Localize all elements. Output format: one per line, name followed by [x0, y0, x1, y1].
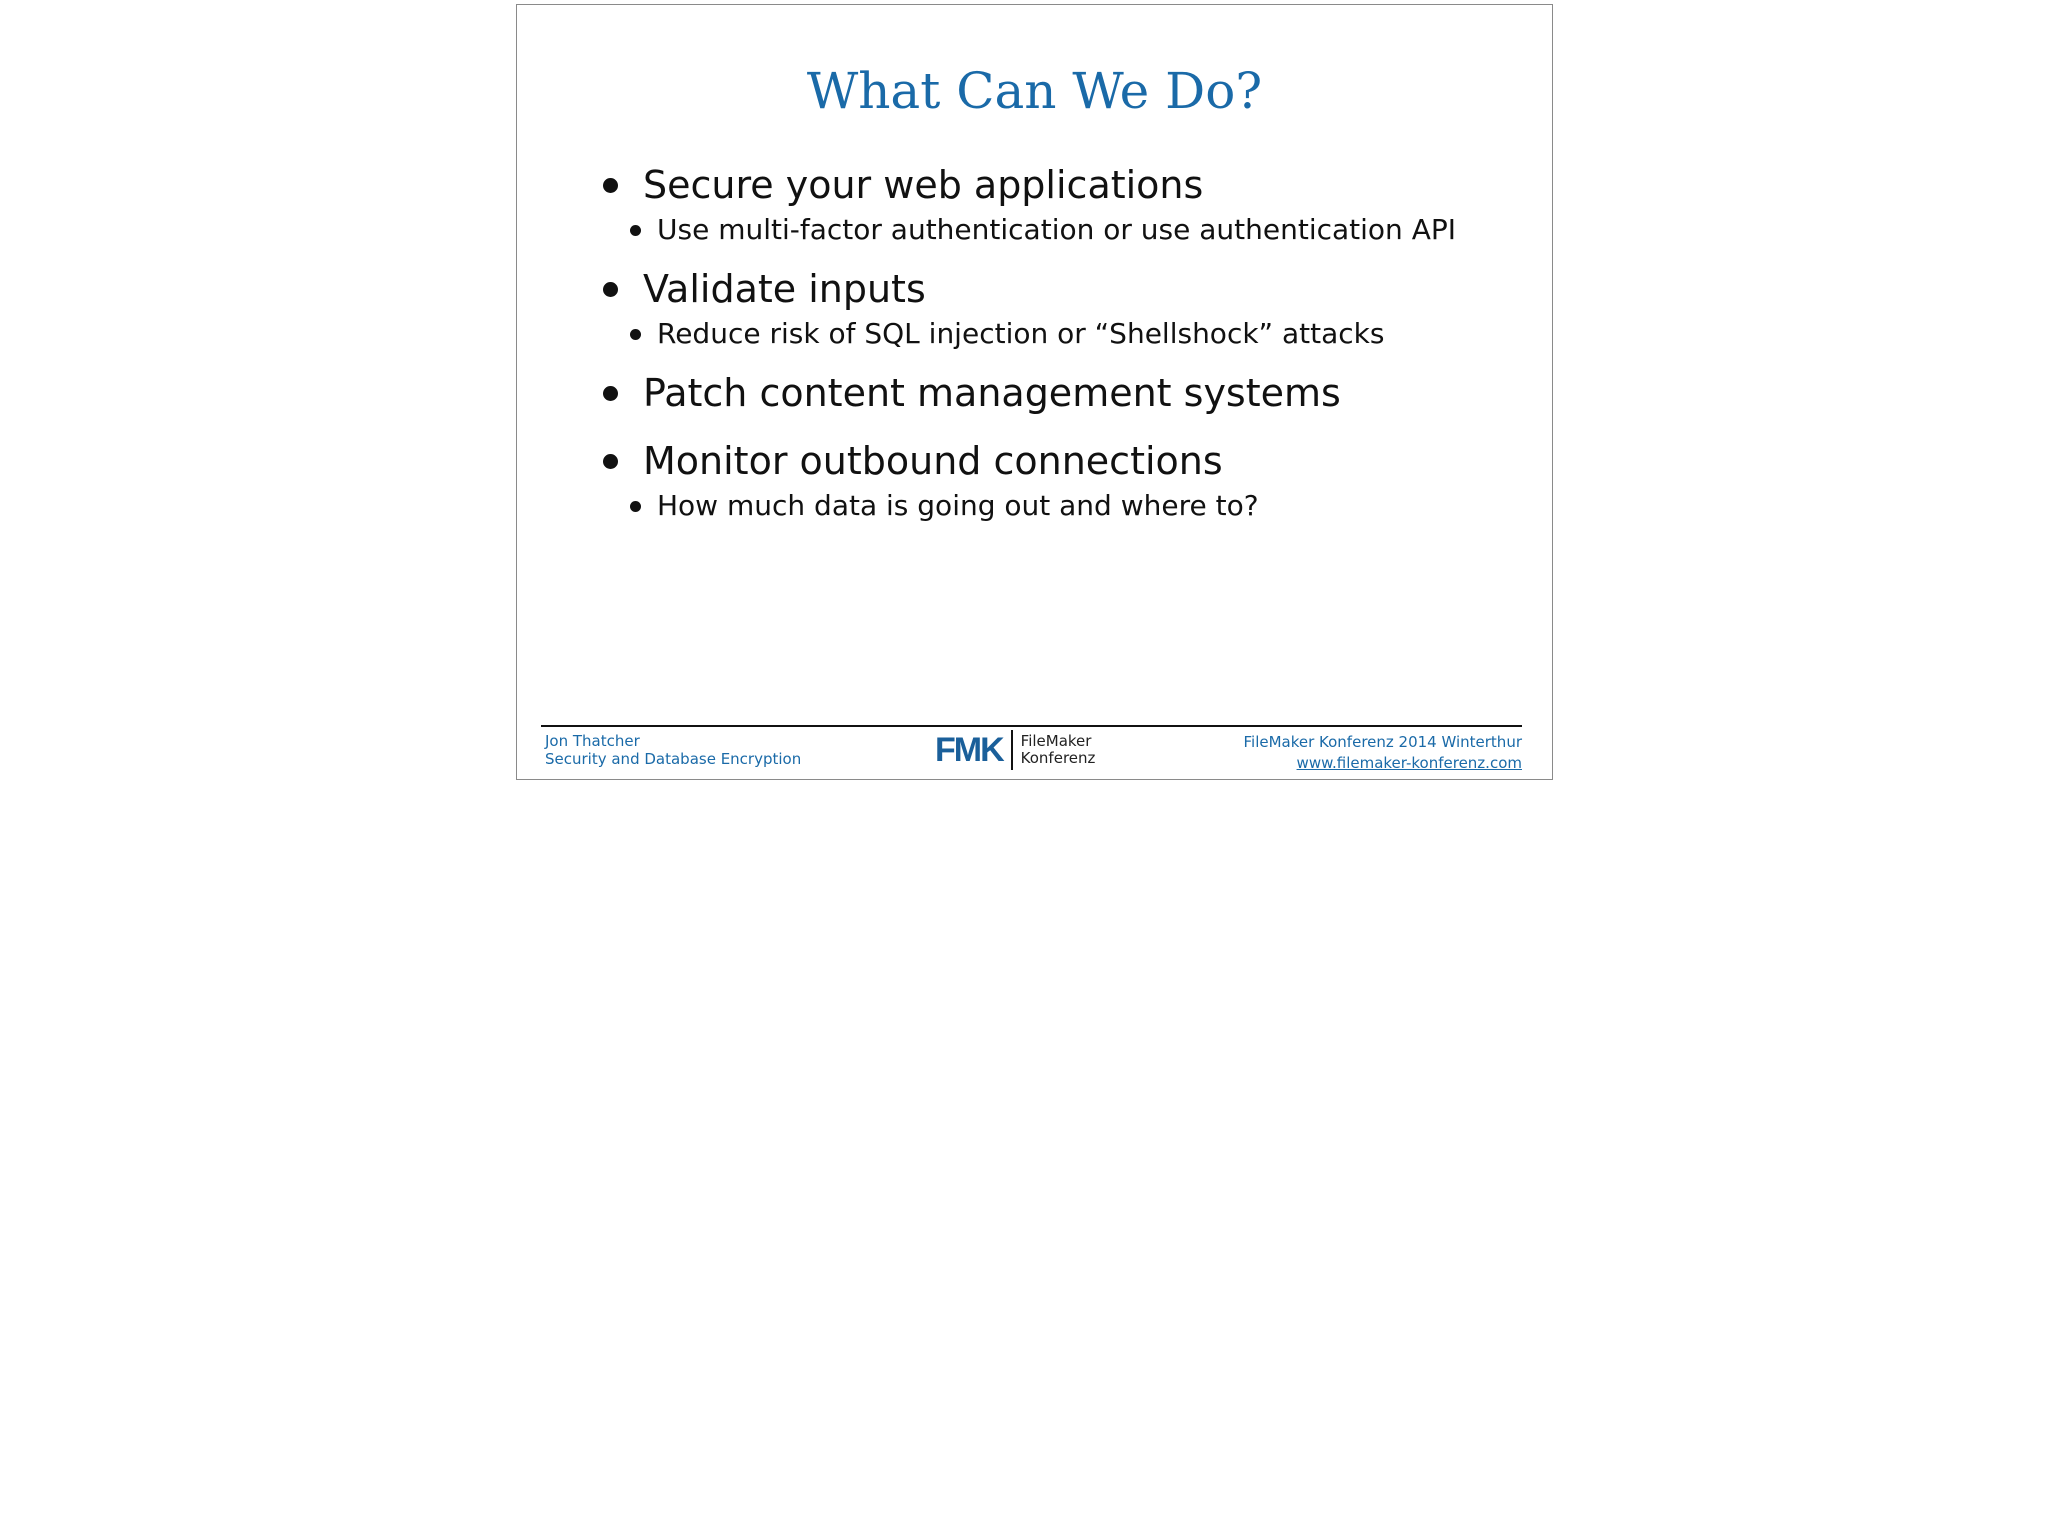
fmk-logo — [935, 729, 1095, 771]
sub-bullet-text: Use multi-factor authentication or use authentication API — [657, 213, 1456, 246]
author-name: Jon Thatcher — [545, 732, 640, 750]
bullet-text: Secure your web applications — [643, 163, 1204, 207]
logo-words — [1021, 733, 1096, 767]
bullet-text: Patch content management systems — [643, 371, 1341, 415]
footer-left — [545, 732, 801, 768]
talk-title: Security and Database Encryption — [545, 750, 802, 768]
sub-bullet-text: How much data is going out and where to? — [657, 489, 1259, 522]
logo-divider — [1011, 730, 1013, 770]
bullet-icon — [603, 178, 618, 193]
bullet-item — [603, 368, 1533, 418]
logo-mark-icon: FMK — [935, 731, 1003, 769]
event-name: FileMaker Konferenz 2014 Winterthur — [1243, 733, 1522, 751]
bullet-item — [603, 264, 1533, 314]
bullet-icon — [630, 501, 641, 512]
footer-divider — [541, 725, 1522, 727]
bullet-item — [603, 436, 1533, 486]
footer-right — [1243, 732, 1522, 774]
bullet-item — [603, 160, 1533, 210]
bullet-text: Monitor outbound connections — [643, 439, 1223, 483]
bullet-icon — [630, 329, 641, 340]
sub-bullet-item — [630, 314, 1533, 354]
bullet-icon — [630, 225, 641, 236]
slide-title: What Can We Do? — [806, 62, 1263, 120]
logo-line-1: FileMaker — [1020, 732, 1092, 750]
slide — [516, 4, 1553, 780]
bullet-icon — [603, 386, 618, 401]
bullet-list — [603, 160, 1533, 526]
bullet-icon — [603, 454, 618, 469]
website-link[interactable]: www.filemaker-konferenz.com — [1296, 754, 1522, 772]
sub-bullet-text: Reduce risk of SQL injection or “Shellshock” attacks — [657, 317, 1385, 350]
bullet-icon — [603, 282, 618, 297]
sub-bullet-item — [630, 486, 1533, 526]
logo-line-2: Konferenz — [1020, 749, 1096, 767]
sub-bullet-item — [630, 210, 1533, 250]
bullet-text: Validate inputs — [643, 267, 926, 311]
